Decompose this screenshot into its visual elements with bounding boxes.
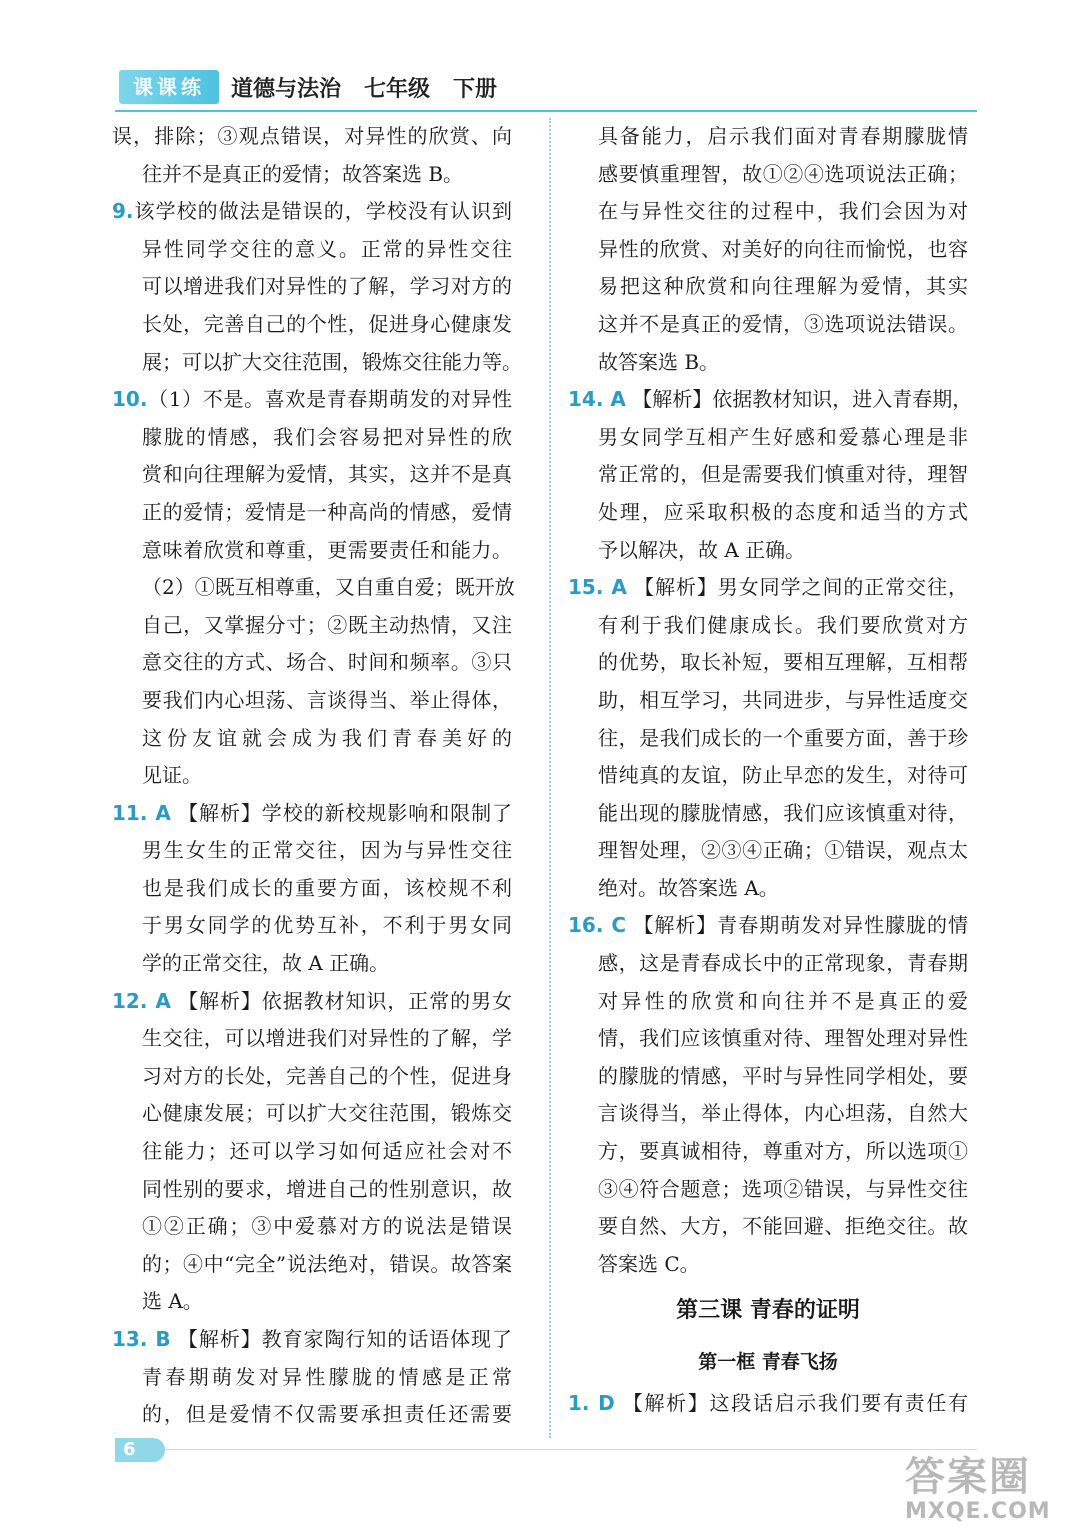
text-line: 意味着欣赏和尊重，更需要责任和能力。 [142, 537, 512, 562]
question-11: 11. A 【解析】学校的新校规影响和限制了 [112, 800, 513, 825]
text-line: 往并不是真正的爱情；故答案选 B。 [142, 161, 464, 186]
text-line: 选 A。 [142, 1289, 203, 1314]
text-line: ①②正确；③中爱慕对方的说法是错误 [142, 1214, 512, 1239]
text-line: 助，相互学习，共同进步，与异性适度交 [598, 687, 968, 712]
text-line: 朦胧的情感，我们会容易把对异性的欣 [142, 424, 512, 449]
text-line: 习对方的长处，完善自己的个性，促进身 [142, 1063, 512, 1088]
text-line: 这份友谊就会成为我们青春美好的 [142, 725, 512, 750]
text-line: 意交往的方式、场合、时间和频率。③只 [142, 650, 512, 675]
text-line: （2）①既互相尊重，又自重自爱；既开放 [142, 575, 515, 600]
question-10: 10.（1）不是。喜欢是青春期萌发的对异性 [112, 387, 512, 412]
text-line: 能出现的朦胧情感，我们应该慎重对待， [598, 800, 968, 825]
watermark-title: 答案圈 [905, 1454, 1031, 1500]
text-line: 见证。 [142, 763, 202, 788]
question-number: 9. [112, 199, 134, 224]
text-line: 学的正常交往，故 A 正确。 [142, 951, 390, 976]
text-line: 正的爱情；爱情是一种高尚的情感，爱情 [142, 499, 512, 524]
question-number: 11. A [112, 800, 171, 825]
text-line: 感，这是青春成长中的正常现象，青春期 [598, 951, 968, 976]
question-16: 16. C 【解析】青春期萌发对异性朦胧的情 [568, 913, 968, 938]
text-line: 要我们内心坦荡、言谈得当、举止得体， [142, 687, 512, 712]
text-line: 在与异性交往的过程中，我们会因为对 [598, 199, 968, 224]
text-line: 予以解决，故 A 正确。 [598, 537, 806, 562]
question-number: 1. D [568, 1391, 615, 1416]
text-line: 往能力；还可以学习如何适应社会对不 [142, 1139, 512, 1164]
text-line: 男生女生的正常交往，因为与异性交往 [142, 838, 512, 863]
text-line: 往，是我们成长的一个重要方面，善于珍 [598, 725, 968, 750]
text-line: 可以增进我们对异性的了解，学习对方的 [142, 274, 512, 299]
text-line: 对异性的欣赏和向往并不是真正的爱 [598, 988, 968, 1013]
text-line: 绝对。故答案选 A。 [598, 875, 779, 900]
text-line: 的朦胧的情感，平时与异性同学相处，要 [598, 1063, 968, 1088]
right-column [568, 118, 973, 1423]
series-logo: 课课练 [119, 70, 219, 104]
page-header [115, 62, 1015, 110]
text-line: 方，要真诚相待，尊重对方，所以选项① [598, 1139, 968, 1164]
text-line: 这并不是真正的爱情，③选项说法错误。 [598, 311, 968, 336]
question-number: 16. C [568, 913, 627, 938]
text-line: 的优势，取长补短，要相互理解，互相帮 [598, 650, 968, 675]
question-1: 1. D 【解析】这段话启示我们要有责任有 [568, 1391, 969, 1416]
column-divider [549, 118, 551, 1438]
text-line: 展；可以扩大交往范围，锻炼交往能力等。 [142, 349, 522, 374]
text-line: 同性别的要求，增进自己的性别意识，故 [142, 1176, 512, 1201]
text-line: 情，我们应该慎重对待、理智处理对异性 [598, 1026, 968, 1051]
text-line: ③④符合题意；选项②错误，与异性交往 [598, 1176, 968, 1201]
text-line: 处理，应采取积极的态度和适当的方式 [598, 499, 968, 524]
question-number: 10. [112, 387, 148, 412]
question-number: 12. A [112, 988, 171, 1013]
text-line: 心健康发展；可以扩大交往范围，锻炼交 [142, 1101, 512, 1126]
question-13: 13. B 【解析】教育家陶行知的话语体现了 [112, 1327, 512, 1351]
text-line: 生交往，可以增进我们对异性的了解，学 [142, 1026, 512, 1051]
question-14: 14. A 【解析】依据教材知识，进入青春期， [568, 387, 973, 412]
header-title: 道德与法治 七年级 下册 [231, 77, 497, 102]
question-number: 14. A [568, 387, 626, 412]
watermark-logo [905, 1455, 1070, 1530]
text-line: 故答案选 B。 [598, 349, 720, 374]
text-line: 言谈得当，举止得体，内心坦荡，自然大 [598, 1101, 968, 1126]
text-line: 误，排除；③观点错误，对异性的欣赏、向 [112, 124, 512, 148]
page-number: 6 [115, 1438, 165, 1462]
subsection-title: 第一框 青春飞扬 [698, 1351, 838, 1374]
text-line: 自己，又掌握分寸；②既主动热情，又注 [142, 612, 512, 637]
text-line: 易把这种欣赏和向往理解为爱情，其实 [598, 274, 968, 299]
text-line: 惜纯真的友谊，防止早恋的发生，对待可 [598, 763, 968, 788]
text-line: 青春期萌发对异性朦胧的情感是正常 [142, 1364, 512, 1389]
text-line: 具备能力，启示我们面对青春期朦胧情 [598, 124, 968, 148]
text-line: 男女同学互相产生好感和爱慕心理是非 [598, 424, 968, 449]
text-line: 异性同学交往的意义。正常的异性交往 [142, 236, 512, 261]
watermark-domain: MXQE.COM [905, 1499, 1051, 1524]
text-line: 的，但是爱情不仅需要承担责任还需要 [142, 1402, 512, 1427]
text-line: 异性的欣赏、对美好的向往而愉悦，也容 [598, 236, 968, 261]
text-line: 理智处理，②③④正确；①错误，观点太 [598, 838, 968, 863]
text-line: 的；④中“完全”说法绝对，错误。故答案 [142, 1251, 512, 1276]
text-line: 要自然、大方，不能回避、拒绝交往。故 [598, 1214, 968, 1239]
text-line: 感要慎重理智，故①②④选项说法正确； [598, 161, 968, 186]
section-title: 第三课 青春的证明 [676, 1298, 860, 1324]
question-15: 15. A 【解析】男女同学之间的正常交往， [568, 575, 969, 600]
text-line: 答案选 C。 [598, 1251, 700, 1276]
text-line: 赏和向往理解为爱情，其实，这并不是真 [142, 462, 512, 487]
text-line: 长处，完善自己的个性，促进身心健康发 [142, 311, 512, 336]
text-line: 有利于我们健康成长。我们要欣赏对方 [598, 612, 968, 637]
question-number: 15. A [568, 575, 627, 600]
header-rule [115, 110, 977, 112]
text-line: 常正常的，但是需要我们慎重对待，理智 [598, 462, 968, 487]
question-12: 12. A 【解析】依据教材知识，正常的男女 [112, 988, 513, 1013]
question-number: 13. B [112, 1327, 171, 1351]
left-column [112, 118, 522, 1434]
text-line: 于男女同学的优势互补，不利于男女同 [142, 913, 512, 938]
footer-rule [165, 1449, 977, 1450]
question-9: 9.该学校的做法是错误的，学校没有认识到 [112, 199, 512, 224]
text-line: 也是我们成长的重要方面，该校规不利 [142, 875, 512, 900]
